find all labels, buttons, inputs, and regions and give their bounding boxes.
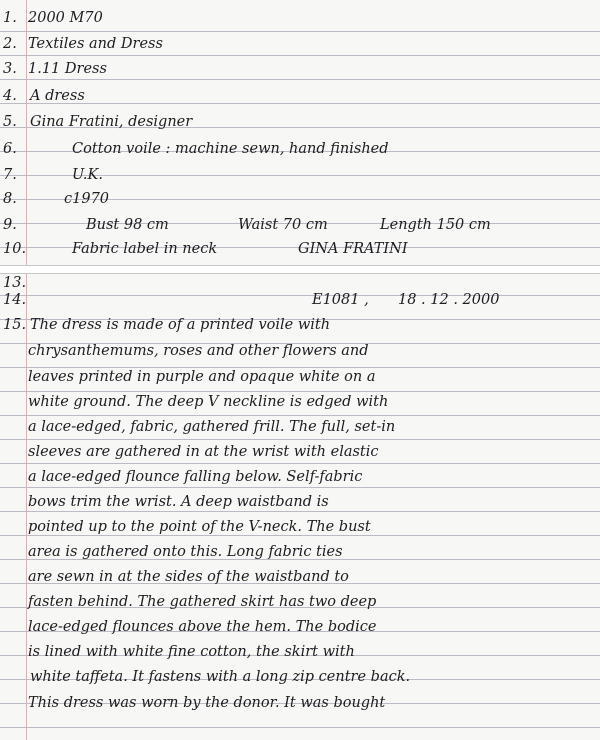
note-line (0, 288, 600, 312)
length-measurement: Length 150 cm (380, 217, 491, 233)
note-line (0, 640, 600, 664)
note-line (0, 390, 600, 414)
line-text: 1.11 Dress (28, 61, 107, 77)
line-number: 3. (3, 61, 17, 77)
note-line (0, 213, 600, 237)
note-line (0, 187, 600, 211)
line-text: The dress is made of a printed voile with (30, 317, 331, 333)
note-line (0, 665, 600, 689)
line-text: sleeves are gathered in at the wrist with elastic (28, 444, 379, 460)
line-number: 5. (3, 114, 17, 130)
line-number: 8. (3, 191, 17, 207)
note-line (0, 313, 600, 337)
line-number: 10. (3, 241, 27, 257)
note-line (0, 465, 600, 489)
note-line (0, 490, 600, 514)
line-text: c1970 (64, 191, 110, 207)
line-text: 2000 M70 (28, 10, 103, 26)
note-line (0, 84, 600, 108)
line-text: white ground. The deep V neckline is edged with (28, 394, 389, 410)
note-line (0, 590, 600, 614)
note-line (0, 137, 600, 161)
line-number: 6. (3, 141, 17, 157)
note-line (0, 565, 600, 589)
line-text: a lace-edged flounce falling below. Self-fabric (28, 469, 363, 485)
line-text: are sewn in at the sides of the waistband to (28, 569, 349, 585)
note-line (0, 237, 600, 261)
accession-number: E1081 , (312, 292, 369, 308)
line-text: is lined with white fine cotton, the skirt with (28, 644, 355, 660)
line-text: Fabric label in neck (72, 241, 218, 257)
line-text: This dress was worn by the donor. It was bought (28, 695, 386, 711)
line-number: 15. (3, 317, 27, 333)
note-line (0, 440, 600, 464)
line-number: 7. (3, 167, 17, 183)
line-text: Cotton voile : machine sewn, hand finished (72, 141, 389, 157)
line-number: 1. (3, 10, 17, 26)
line-text: fasten behind. The gathered skirt has two deep (28, 594, 377, 610)
label-text: GINA FRATINI (298, 241, 408, 257)
note-line (0, 691, 600, 715)
line-number: 9. (3, 217, 17, 233)
note-line (0, 57, 600, 81)
line-text: bows trim the wrist. A deep waistband is (28, 494, 329, 510)
note-line (0, 540, 600, 564)
note-line (0, 32, 600, 56)
note-line (0, 515, 600, 539)
note-line (0, 365, 600, 389)
note-line (0, 110, 600, 134)
line-text: lace-edged flounces above the hem. The bodice (28, 619, 377, 635)
waist-measurement: Waist 70 cm (238, 217, 328, 233)
line-text: Textiles and Dress (28, 36, 163, 52)
line-text: white taffeta. It fastens with a long zip centre back. (30, 669, 411, 685)
line-text: A dress (30, 88, 85, 104)
note-line (0, 615, 600, 639)
line-text: area is gathered onto this. Long fabric ties (28, 544, 343, 560)
note-line (0, 163, 600, 187)
line-text: chrysanthemums, roses and other flowers and (28, 343, 369, 359)
bust-measurement: Bust 98 cm (86, 217, 169, 233)
line-text: Gina Fratini, designer (30, 114, 193, 130)
note-line (0, 6, 600, 30)
entry-date: 18 . 12 . 2000 (398, 292, 500, 308)
line-number: 13. (3, 275, 27, 291)
line-text: leaves printed in purple and opaque white on a (28, 369, 376, 385)
line-number: 14. (3, 292, 27, 308)
line-text: U.K. (72, 167, 103, 183)
line-text: pointed up to the point of the V-neck. The bust (28, 519, 371, 535)
line-text: a lace-edged, fabric, gathered frill. The full, set-in (28, 419, 396, 435)
line-number: 4. (3, 88, 17, 104)
note-line (0, 415, 600, 439)
note-line (0, 339, 600, 363)
line-number: 2. (3, 36, 17, 52)
